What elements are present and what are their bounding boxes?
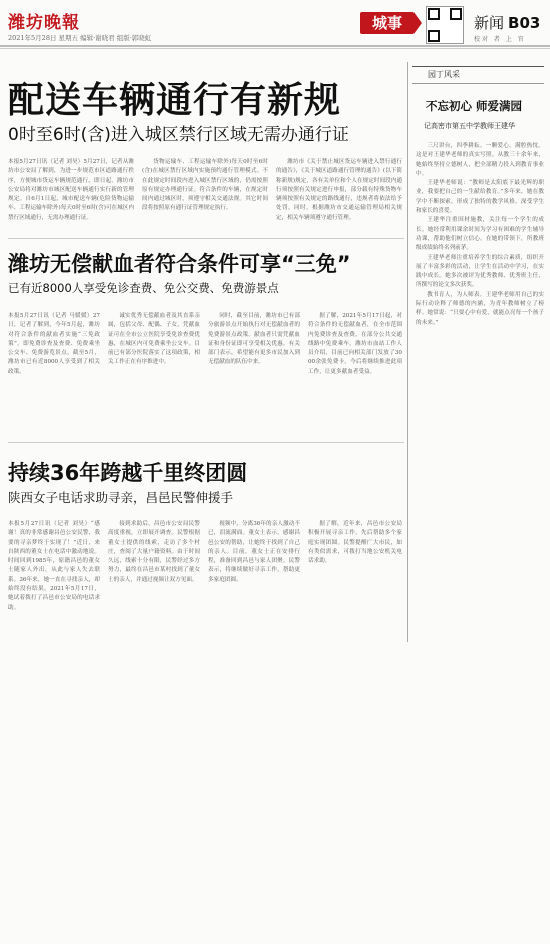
story3-subhead: 陕西女子电话求助寻亲，昌邑民警伸援手 bbox=[8, 490, 234, 505]
story3-col3 bbox=[208, 520, 300, 636]
story3-col1-text: 本报5月27日讯（记者 刘昊）“感谢！真的非常感谢昌邑公安民警，我要的寻亲梦终于实现了！”近日，来自陕西的董女士在电话中激动地说。时间回到1985年，原籍昌邑的董女士随家人外出，从此与家人失去联系。36年来，她一直在寻找亲人，却始终没有结果。2021年5月17日，她试着拨打了昌邑市公安局的电话求助。 bbox=[8, 521, 100, 611]
story1-col2 bbox=[142, 158, 268, 230]
dateline: 2021年5月28日 星期五 编辑·谢晓君 组版·郭晓虹 bbox=[8, 34, 152, 42]
story3-col3-text: 视频中，分离36年的亲人激动不已，泪流满面。董女士表示，感谢昌邑公安的帮助，让她终于找到了自己的亲人。目前，董女士正在安排行程，准备回到昌邑与家人团聚。民警表示，将继续做好寻亲工作，帮助更多家庭团圆。 bbox=[208, 521, 300, 583]
story2-col1-text: 本报5月27日讯（记者 马媛媛）27日，记者了解到，今年5月起，潍坊对符合条件的献血者实施“三免政策”，即免费诊查及查费、免费乘坐公交车、免费游览景点。截至5月，潍坊市已有近8000人享受到了相关政策。 bbox=[8, 313, 100, 375]
column-paragraph: 王建华老师注重培养学生的综合素质，组织开展了丰富多彩的活动，让学生在活动中学习，在实践中成长。她多次被评为优秀教师、优秀班主任，所撰写的论文多次获奖。 bbox=[416, 254, 544, 289]
story2-col4-text: 据了解，2021年5月17日起，对符合条件的无偿献血者，在全市范围内免费诊查及查费，在部分公共交通线路中免费乘车。潍坊市血站工作人员介绍，目前已向相关部门发放了3000余张免费卡，今后将继续推进此项工作，让更多献血者受益。 bbox=[308, 313, 402, 375]
section-tag: 城事 bbox=[360, 12, 414, 34]
newspaper-logo: 潍坊晚報 bbox=[8, 13, 80, 33]
column-paragraph: 王建华注重因材施教，关注每一个学生的成长。她经常利用课余时间为学习有困难的学生辅导功课，帮助他们树立信心。在她的带领下，所教班级成绩始终名列前茅。 bbox=[416, 217, 544, 252]
column-header bbox=[412, 66, 544, 84]
story2-subhead: 已有近8000人享受免诊查费、免公交费、免费游景点 bbox=[8, 281, 279, 295]
story1-headline: 配送车辆通行有新规 bbox=[8, 80, 342, 121]
story2-col2 bbox=[108, 312, 200, 434]
story3-col2-text: 接到求助后，昌邑市公安局民警高度重视，立即展开调查。民警根据董女士提供的线索，走访了多个村庄，查阅了大量户籍资料。由于时间久远，线索十分有限，民警经过多方努力，最终在昌邑市某村找到了董女士的亲人，并通过视频让双方见面。 bbox=[108, 521, 200, 583]
story3-col4-text: 据了解，近年来，昌邑市公安局积极开展寻亲工作，先后帮助多个家庭实现团圆。民警提醒广大市民，如有类似需求，可拨打当地公安机关电话求助。 bbox=[308, 521, 402, 565]
story1-col3 bbox=[276, 158, 402, 230]
story2-col2-text: 诚实优秀无偿献血者及其直系亲属，包括父母、配偶、子女，凭献血证可在全市公立医院享受免诊查费优惠，在城区内可免费乘坐公交车。目前已有部分医院落实了这项政策，相关工作正在有序推进中。 bbox=[108, 313, 200, 366]
story2-headline: 潍坊无偿献血者符合条件可享“三免” bbox=[8, 252, 351, 276]
top-rule bbox=[0, 45, 550, 47]
column-paragraph: 教书育人，为人师表。王建华老师用自己的实际行动诠释了师德的内涵，为青年教师树立了榜样。她常说：“只要心中有爱，就能点亮每一个孩子的未来。” bbox=[416, 291, 544, 326]
page-number-value: B03 bbox=[508, 14, 541, 32]
column-body bbox=[416, 142, 544, 640]
story1-col3-text: 潍坊市《关于禁止城区货运车辆进入禁行通行的通告》，《关于城区道路通行管理的通告》(以下简称新规)规定，各有关单位和个人在规定时间段内通行须按照有关规定进行申报，部分载有特殊货物车辆须按照有关规定的路线通行，违规者将依法给予处罚。同时，根据潍坊市交通运输管理局相关规定，相关车辆须遵守通行管理。 bbox=[276, 159, 402, 221]
story2-col1 bbox=[8, 312, 100, 434]
story3-col1 bbox=[8, 520, 100, 636]
story3-col2 bbox=[108, 520, 200, 636]
column-paragraph: 三尺讲台，四季耕耘。一颗爱心，满腔热忱。这是对王建华老师的真实写照。从教三十余年来，她始终坚持立德树人，把全部精力投入到教育事业中。 bbox=[416, 143, 544, 177]
story2-col3-text: 同时，截至目前，潍坊市已有部分旅游景点开始执行对无偿献血者的免费游景点政策。献血者只需凭献血证和身份证即可享受相关优惠。有关部门表示，希望能有更多市民加入到无偿献血的队伍中来。 bbox=[208, 313, 300, 366]
masthead bbox=[0, 0, 550, 66]
page-number bbox=[474, 12, 540, 33]
story2-col3 bbox=[208, 312, 300, 434]
story1-col1 bbox=[8, 158, 134, 230]
story3-col4 bbox=[308, 520, 402, 636]
column-paragraph: 王建华老师说：“教师是太阳底下最光辉的职业，我要把自己的一生献给教育。”多年来，她在教学中不断探索，形成了独特的教学风格，深受学生和家长的喜爱。 bbox=[416, 180, 544, 215]
column-title: 不忘初心 师爱满园 bbox=[426, 99, 523, 113]
column-divider bbox=[407, 62, 408, 642]
editors-line: 校对 者 上 官 bbox=[474, 36, 526, 43]
story1-col1-text: 本报5月27日讯（记者 刘昊）5月27日，记者从潍坊市公安局了解到，为进一步规范市区道路通行秩序，方便城市货运车辆规范通行，即日起，潍坊市公安局将对潍坊市城区配送车辆通行实行新的管理规定。自6月1日起，城市配送车辆(危险货物运输车、工程运输车除外)每天0时至6时(含)可在城区内禁行区域通行，无需办理通行证。 bbox=[8, 159, 134, 221]
column-byline: 记高密市第五中学教师王建华 bbox=[424, 122, 515, 130]
page-section: 新闻 bbox=[474, 14, 505, 32]
qr-code-icon bbox=[426, 6, 464, 44]
top-rule-thin bbox=[0, 48, 550, 49]
story1-subhead: 0时至6时(含)进入城区禁行区域无需办通行证 bbox=[8, 125, 349, 145]
divider bbox=[8, 238, 404, 239]
story1-col2-text: 货物运输车、工程运输车除外)每天0时至6时(含)在城区禁行区域内实施预约通行管理模式。不在此规定时间段内进入城区禁行区域的，仍需按照原有规定办理通行证。符合条件的车辆，在规定时间内通过城区时，须遵守相关交通法规。其它时间段将按照原有通行证管理规定执行。 bbox=[142, 159, 268, 212]
divider bbox=[8, 442, 404, 443]
story3-headline: 持续36年跨越千里终团圆 bbox=[8, 461, 248, 485]
story2-col4 bbox=[308, 312, 402, 434]
column-header-label: 园丁风采 bbox=[428, 70, 460, 79]
